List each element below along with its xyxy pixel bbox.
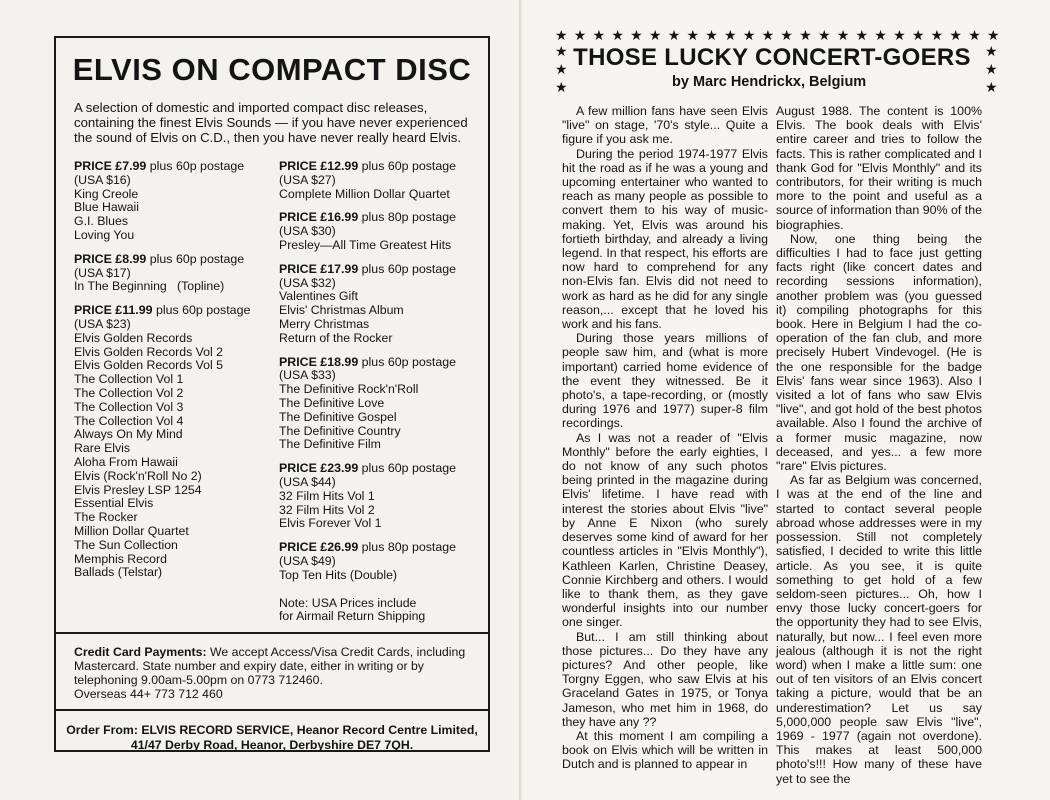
star-icon: ★ (686, 27, 700, 43)
left-page (0, 0, 522, 800)
cd-title: 32 Film Hits Vol 1 (279, 488, 375, 503)
paragraph: But... I am still thinking about those pictures... Do they have any pictures? And other people, like Torgny Eggen, who saw Elvis at his Graceland Gates in 1975, or Tonya Jameson, who met him in 1968, do they have any ?? (562, 629, 768, 729)
postage-text: plus 80p postage (358, 540, 457, 555)
price-value: PRICE £18.99 (279, 354, 359, 369)
paragraph: During those years millions of people saw him, and (what is more important) carried home evidence of the event they witnessed. Be it photo's, a tape-recording, or (mostly during 1976 and 1977) super-8 film recordings. (562, 331, 768, 431)
price-value: PRICE £8.99 (74, 251, 147, 266)
price-column-left (74, 160, 274, 590)
order-line-2: 41/47 Derby Road, Heanor, Derbyshire DE7 7QH. (130, 738, 414, 752)
price-group (279, 211, 489, 252)
price-value: PRICE £12.99 (279, 159, 359, 173)
usa-price: (USA $16) (74, 172, 131, 187)
postage-text: plus 60p postage (152, 303, 251, 318)
cd-title: Top Ten Hits (Double) (279, 567, 398, 582)
cd-title: Elvis Presley LSP 1254 (74, 482, 202, 497)
price-value: PRICE £26.99 (279, 540, 359, 555)
star-icon: ★ (780, 27, 793, 43)
price-value: PRICE £17.99 (279, 261, 359, 276)
usa-price: (USA $49) (279, 553, 336, 568)
price-heading (74, 160, 274, 174)
star-icon: ★ (874, 27, 887, 43)
price-heading (279, 211, 489, 225)
cd-title: Ballads (Telstar) (74, 565, 163, 580)
cd-title: Elvis Golden Records (74, 330, 193, 345)
cd-title: The Sun Collection (74, 537, 178, 552)
star-icon: ★ (987, 27, 1000, 43)
star-icon: ★ (724, 27, 737, 43)
star-icon: ★ (799, 27, 812, 43)
star-icon: ★ (667, 27, 681, 43)
usa-price: (USA $27) (279, 172, 336, 187)
cd-title: Elvis Golden Records Vol 5 (74, 358, 224, 373)
cd-title: Always On My Mind (74, 427, 183, 442)
cd-title: The Collection Vol 2 (74, 385, 184, 400)
usa-price: (USA $32) (279, 275, 336, 290)
price-heading (279, 541, 489, 555)
cd-title: The Definitive Rock'n'Roll (279, 382, 419, 397)
star-icon: ★ (836, 27, 850, 43)
star-icon: ★ (648, 27, 662, 43)
ad-title: ELVIS ON COMPACT DISC (72, 52, 472, 87)
cd-title: Aloha From Hawaii (74, 454, 178, 469)
price-column-right (279, 160, 489, 624)
cd-advertisement (54, 36, 490, 752)
article-column-1 (562, 104, 768, 772)
price-heading (279, 160, 489, 174)
cd-title: The Definitive Country (279, 423, 401, 438)
cd-title: Elvis Golden Records Vol 2 (74, 344, 224, 359)
shipping-note (279, 597, 489, 625)
cd-title: 32 Film Hits Vol 2 (279, 502, 375, 517)
postage-text: plus 60p postage (358, 461, 457, 476)
price-group (279, 263, 489, 346)
cd-title: The Collection Vol 1 (74, 372, 184, 387)
star-icon: ★ (573, 27, 587, 43)
price-group (279, 462, 489, 531)
price-group (279, 541, 489, 582)
price-heading (279, 263, 489, 277)
star-icon: ★ (630, 27, 643, 43)
postage-text: plus 80p postage (358, 210, 457, 225)
paragraph: A few million fans have seen Elvis "live" on stage, '70's style... Quite a figure if you ask me. (562, 104, 768, 147)
overseas-phone: Overseas 44+ 773 712 460 (74, 687, 223, 701)
ad-intro: A selection of domestic and imported compact disc releases, containing the finest Elvis Sounds — if you have never experienced the sound of Elvis on C.D., then you have never really heard Elvis. (74, 100, 468, 145)
usa-price: (USA $30) (279, 224, 336, 239)
star-icon: ★ (930, 27, 944, 43)
price-group (279, 356, 489, 453)
price-group (74, 304, 274, 580)
usa-price: (USA $33) (279, 368, 336, 383)
price-heading (279, 462, 489, 476)
star-icon: ★ (592, 27, 606, 43)
star-icon: ★ (817, 27, 831, 43)
cd-title: Valentines Gift (279, 289, 359, 304)
price-value: PRICE £16.99 (279, 210, 359, 225)
article-column-2 (776, 104, 982, 786)
price-group (279, 160, 489, 201)
cd-title: Elvis' Christmas Album (279, 303, 404, 318)
postage-text: plus 60p postage (358, 354, 457, 369)
star-icon: ★ (555, 27, 568, 43)
star-icon: ★ (985, 79, 998, 95)
cd-title: Elvis Forever Vol 1 (279, 516, 382, 531)
cd-title: G.I. Blues (74, 214, 128, 229)
paragraph: August 1988. The content is 100% Elvis. The book deals with Elvis' entire career and tries to follow the facts. This is rather complicated and I thank God for "Elvis Monthly" and its contributors, for their writing is much more to the point and useful as a source of information than 90% of the biographies. (776, 104, 982, 232)
cd-title: Memphis Record (74, 551, 167, 566)
star-icon: ★ (555, 79, 568, 95)
cd-title: Presley—All Time Greatest Hits (279, 237, 452, 252)
star-icon: ★ (855, 27, 869, 43)
postage-text: plus 60p postage (358, 159, 457, 173)
star-icon: ★ (985, 61, 998, 77)
price-group (74, 160, 274, 243)
cd-title: Return of the Rocker (279, 330, 393, 345)
star-icon: ★ (985, 43, 998, 59)
note-line: for Airmail Return Shipping (279, 609, 426, 624)
payment-text: We accept Access/Visa Credit Cards, including Mastercard. State number and expiry date, either in writing or by telephoning 9.00am-5.00pm on 0773 712460. (74, 645, 466, 687)
star-icon: ★ (761, 27, 775, 43)
postage-text: plus 60p postage (146, 251, 245, 266)
price-value: PRICE £7.99 (74, 159, 147, 173)
cd-title: Elvis (Rock'n'Roll No 2) (74, 468, 202, 483)
article-title: THOSE LUCKY CONCERT-GOERS (573, 44, 971, 71)
article-byline: by Marc Hendrickx, Belgium (672, 74, 867, 90)
paragraph: As I was not a reader of "Elvis Monthly" before the early eighties, I do not know of any such photos being printed in the magazine during Elvis' lifetime. I have read with interest the stories about Elvis "live" by Anne E Nixon (who surely deserves some kind of award for her countless articles in "Elvis Monthly"), Kathleen Karlen, Christine Deasey, Connie Kirchberg and others. I would like to thank them, as they gave wonderful insights into our number one singer. (562, 430, 768, 630)
cd-title: The Rocker (74, 510, 138, 525)
price-value: PRICE £23.99 (279, 461, 359, 476)
price-value: PRICE £11.99 (74, 303, 153, 318)
usa-price: (USA $44) (279, 474, 336, 489)
cd-title: The Definitive Love (279, 395, 385, 410)
note-line: Note: USA Prices include (279, 595, 417, 610)
star-icon: ★ (911, 27, 925, 43)
postage-text: plus 60p postage (358, 261, 457, 276)
star-icon: ★ (705, 27, 718, 43)
star-icon: ★ (611, 27, 624, 43)
payment-info (56, 632, 488, 712)
star-icon: ★ (968, 27, 981, 43)
cd-title: Complete Million Dollar Quartet (279, 186, 450, 201)
postage-text: plus 60p postage (146, 159, 245, 173)
payment-label: Credit Card Payments: (74, 645, 207, 659)
cd-title: Blue Hawaii (74, 200, 139, 215)
cd-title: Loving You (74, 227, 135, 242)
paragraph: Now, one thing being the difficulties I had to face just getting facts right (like concert dates and recording sessions information), another problem was (you guessed it) compiling photographs for this book. Here in Belgium I had the co-operation of the fan club, and more precisely Hubert Vindevogel. (He is the one responsible for the badge Elvis' fans wear since 1963). Also I visited a lot of fans who saw Elvis "live", and got hold of the best photos available. Also I found the archive of a former music magazine, now deceased, and yes... a few more "rare" Elvis pictures. (776, 231, 982, 474)
paragraph: As far as Belgium was concerned, I was at the end of the line and started to contact several people abroad whose addresses were in my possession. Still not completely satisfied, I decided to write this little article. As you see, it is quite something to get hold of a few seldom-seen pictures... Oh, how I envy those lucky concert-goers for the opportunity they had to see Elvis, naturally, but now... I feel even more jealous (although it is not the right word) when I make a little sum: one out of ten visitors of an Elvis concert taking a picture, would that be an underestimation? Let us say 5,000,000 people saw Elvis "live", 1969 - 1977 (again not overdone). This makes at least 500,000 photo's!!! How many of these have yet to see the (776, 473, 982, 786)
order-line-1: Order From: ELVIS RECORD SERVICE, Heanor Record Centre Limited, (66, 723, 478, 737)
usa-price: (USA $17) (74, 265, 131, 280)
cd-title: The Collection Vol 4 (74, 413, 184, 428)
star-icon: ★ (893, 27, 906, 43)
price-heading (74, 253, 274, 267)
right-page (522, 0, 1050, 800)
price-group (74, 253, 274, 294)
cd-title: Essential Elvis (74, 496, 154, 511)
order-address (56, 709, 488, 753)
cd-title: The Definitive Gospel (279, 409, 397, 424)
paragraph: At this moment I am compiling a book on Elvis which will be written in Dutch and is planned to appear in (562, 728, 768, 772)
cd-title: Million Dollar Quartet (74, 523, 189, 538)
cd-title: In The Beginning (Topline) (74, 279, 225, 294)
star-icon: ★ (555, 61, 568, 77)
price-heading (279, 356, 489, 370)
cd-title: The Collection Vol 3 (74, 399, 184, 414)
star-icon: ★ (949, 27, 962, 43)
star-icon: ★ (742, 27, 756, 43)
usa-price: (USA $23) (74, 316, 131, 331)
price-heading (74, 304, 274, 318)
cd-title: Rare Elvis (74, 441, 131, 456)
cd-title: King Creole (74, 186, 139, 201)
cd-title: The Definitive Film (279, 437, 381, 452)
paragraph: During the period 1974-1977 Elvis hit the road as if he was a young and upcoming entertainer who wanted to reach as many people as possible to convert them to his way of music-making. Yet, Elvis was around his fortieth birthday, and already a living legend. In that respect, his efforts are now hard to comprehend for any non-Elvis fan. Elvis did not need to work as hard as he did for any single reason,... except that he loved his work and his fans. (562, 146, 768, 332)
star-icon: ★ (555, 43, 568, 59)
cd-title: Merry Christmas (279, 316, 370, 331)
